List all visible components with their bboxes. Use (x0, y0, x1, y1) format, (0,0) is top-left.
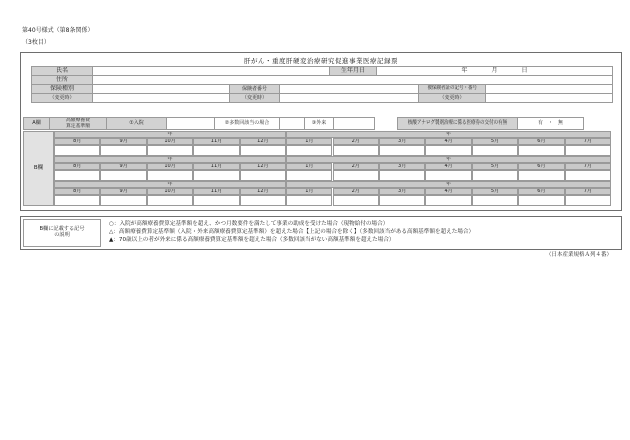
insured-symbol-label-text: 被保険者証の記号・番号 (427, 85, 477, 92)
record-cell (286, 145, 332, 156)
record-cell (100, 170, 146, 181)
legend-item-filled-triangle: ▲：70歳以上の者が外来に係る高額療養費算定基準額を超えた場合（多数回該当がない高額基準額を超えた場合） (109, 237, 395, 243)
paper-size-note: （日本産業規格Ａ列４番） (545, 252, 612, 258)
legend-label-line2: の説明 (54, 232, 70, 238)
column-a-item3-label: ③外来 (304, 117, 334, 130)
legend-box (20, 216, 622, 250)
month-header-cell: 4月 (425, 138, 471, 145)
record-cell (518, 145, 564, 156)
column-b-groups (54, 131, 611, 206)
month-header-cell: 6月 (518, 138, 564, 145)
month-header-cell: 12月 (240, 188, 286, 195)
month-header-cell: 11月 (193, 163, 239, 170)
change-value-field-3 (485, 93, 613, 103)
column-a-item1-value-field (166, 117, 215, 130)
form-number: 第40号様式（第8条関係） (22, 27, 94, 34)
year-header-cell: 年 (54, 156, 286, 163)
record-cell (193, 195, 239, 206)
month-header-cell: 8月 (54, 163, 100, 170)
record-cell (147, 145, 193, 156)
record-cell (333, 170, 379, 181)
year-header-cell: 年 (54, 181, 286, 188)
legend-item-triangle: △：高額療養費算定基準額（入院・外来高額療養費算定基準額）を超えた場合【上記の場合を除く】（多数回該当がある高額基準額を超えた場合） (109, 229, 475, 235)
month-header-cell: 3月 (379, 163, 425, 170)
month-header-cell: 11月 (193, 138, 239, 145)
month-header-cell: 6月 (518, 188, 564, 195)
month-header-cell: 2月 (333, 188, 379, 195)
main-form-box (20, 52, 622, 211)
address-label: 住所 (31, 75, 93, 85)
record-cell (518, 170, 564, 181)
month-header-cell: 2月 (333, 163, 379, 170)
record-cell (379, 195, 425, 206)
record-cell (565, 170, 611, 181)
month-header-cell: 5月 (472, 163, 518, 170)
record-cell (286, 195, 332, 206)
record-cell (286, 170, 332, 181)
column-a-item3-value-field (333, 117, 375, 130)
record-cell (518, 195, 564, 206)
month-header-cell: 3月 (379, 138, 425, 145)
month-header-cell: 6月 (518, 163, 564, 170)
record-cell (193, 145, 239, 156)
record-cell (54, 145, 100, 156)
month-header-cell: 10月 (147, 138, 193, 145)
month-header-cell: 1月 (286, 163, 332, 170)
month-header-cell: 12月 (240, 163, 286, 170)
record-cell (147, 170, 193, 181)
month-header-cell: 12月 (240, 138, 286, 145)
form-title: 肝がん・重度肝硬変治療研究促進事業医療記録票 (244, 57, 398, 65)
record-cell (333, 195, 379, 206)
year-header-cell: 年 (286, 181, 611, 188)
month-header-cell: 9月 (100, 163, 146, 170)
month-header-cell: 1月 (286, 188, 332, 195)
month-header-cell: 3月 (379, 188, 425, 195)
month-header-cell: 10月 (147, 163, 193, 170)
month-header-cell: 4月 (425, 188, 471, 195)
insurance-type-label: 保険種別 (31, 84, 93, 94)
month-header-cell: 8月 (54, 138, 100, 145)
record-cell (333, 145, 379, 156)
year-header-cell: 年 (54, 131, 286, 138)
month-header-cell: 7月 (565, 138, 611, 145)
legend-item-circle: ○：入院が高額療養費算定基準額を超え、かつ月数要件を満たして事業の助成を受けた場合（現物給付の場合） (109, 221, 389, 227)
record-cell (425, 195, 471, 206)
column-a-item2-label: ②多数回該当の場合 (214, 117, 280, 130)
voucher-options-field: 有 ・ 無 (517, 117, 584, 130)
column-a-row-label: A欄 (23, 117, 50, 130)
record-cell (240, 170, 286, 181)
month-header-cell: 9月 (100, 138, 146, 145)
month-header-cell: 1月 (286, 138, 332, 145)
change-label-2: （変更時） (229, 93, 280, 103)
month-header-cell: 5月 (472, 138, 518, 145)
change-label-3: （変更時） (418, 93, 486, 103)
legend-label (23, 219, 101, 247)
column-a-item2-value-field (279, 117, 305, 130)
month-header-cell: 2月 (333, 138, 379, 145)
legend-label-line1: B欄に記載する記号 (39, 226, 85, 233)
name-label: 氏名 (31, 66, 93, 76)
record-cell (147, 195, 193, 206)
year-header-cell: 年 (286, 156, 611, 163)
record-cell (425, 170, 471, 181)
record-cell (54, 195, 100, 206)
record-cell (425, 145, 471, 156)
record-cell (565, 145, 611, 156)
record-cell (54, 170, 100, 181)
change-label-1: （変更時） (31, 93, 93, 103)
voucher-label-text: 核酸アナログ製剤治療に係る医療券の交付の有無 (407, 119, 508, 126)
year-header-cell: 年 (286, 131, 611, 138)
month-header-cell: 7月 (565, 188, 611, 195)
month-header-cell: 9月 (100, 188, 146, 195)
record-cell (379, 145, 425, 156)
birthdate-value-field: 年 月 日 (376, 66, 613, 76)
record-cell (240, 195, 286, 206)
column-a-item1-label: ①入院 (106, 117, 167, 130)
month-header-cell: 5月 (472, 188, 518, 195)
month-header-cell: 7月 (565, 163, 611, 170)
record-cell (565, 195, 611, 206)
column-a-basis-line1: 高額療養費 (66, 117, 90, 123)
record-cell (100, 195, 146, 206)
record-cell (379, 170, 425, 181)
birthdate-label: 生年月日 (329, 66, 377, 76)
change-value-field-2 (279, 93, 419, 103)
sheet-note: （3枚目） (22, 39, 50, 46)
month-header-cell: 4月 (425, 163, 471, 170)
month-header-cell: 10月 (147, 188, 193, 195)
column-a-basis-line2: 算定基準額 (66, 123, 90, 129)
month-header-cell: 11月 (193, 188, 239, 195)
record-cell (472, 195, 518, 206)
column-b-row-label: B欄 (23, 131, 54, 206)
record-cell (193, 170, 239, 181)
voucher-label (397, 117, 518, 130)
column-a-basis-label (49, 117, 107, 130)
record-cell (100, 145, 146, 156)
record-cell (472, 170, 518, 181)
insurer-number-label: 保険者番号 (229, 84, 280, 94)
month-header-cell: 8月 (54, 188, 100, 195)
record-cell (240, 145, 286, 156)
change-value-field-1 (92, 93, 230, 103)
record-cell (472, 145, 518, 156)
